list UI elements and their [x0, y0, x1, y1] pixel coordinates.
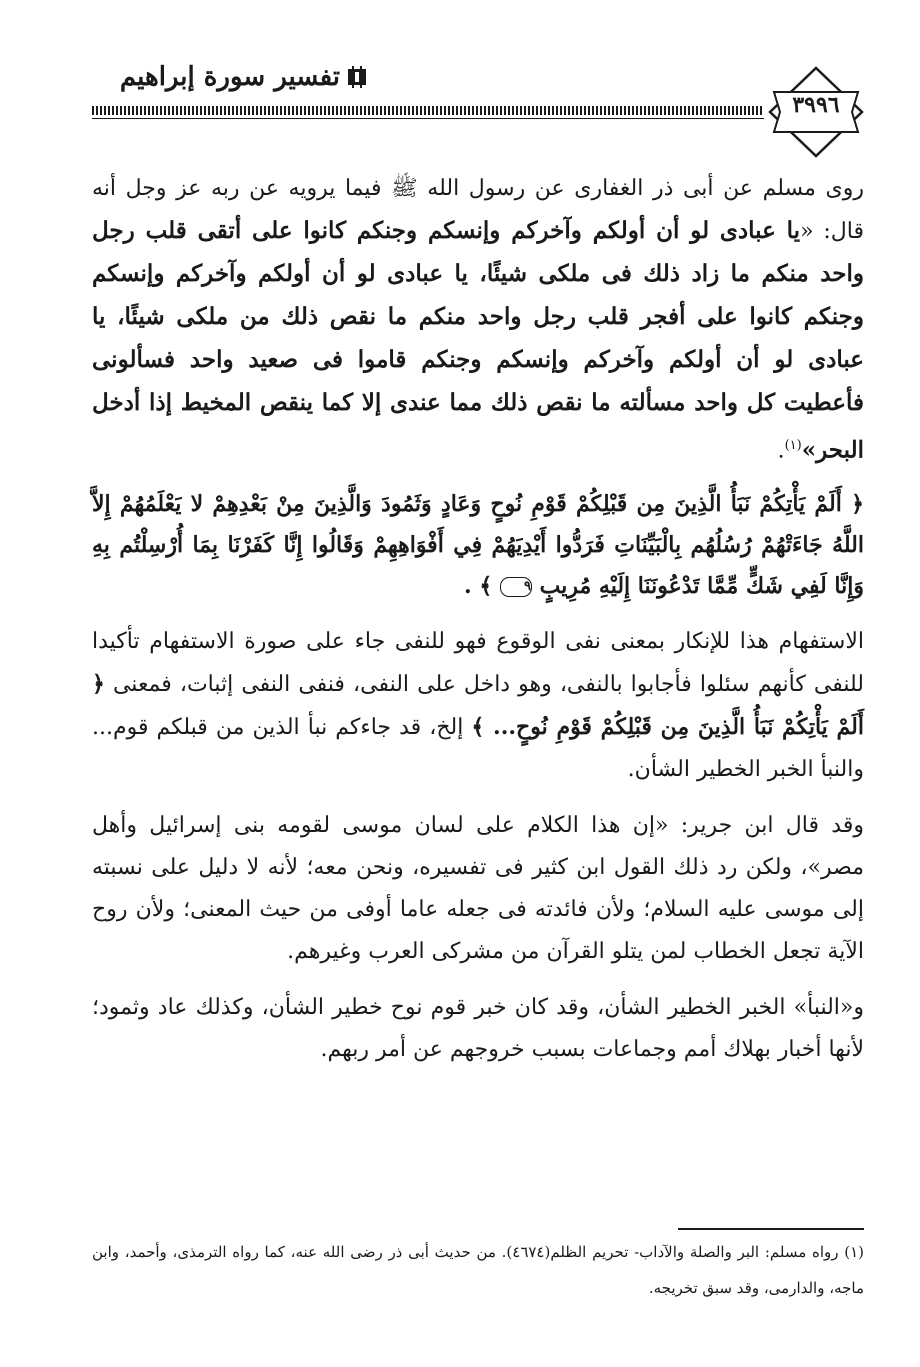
- header-rule: [92, 106, 764, 115]
- verse-open-bracket: ﴿: [851, 491, 864, 518]
- footnote-rule: [678, 1228, 864, 1230]
- hadith-period: .: [777, 438, 785, 464]
- running-title: تفسير سورة إبراهيم: [119, 62, 340, 92]
- hadith-text: يا عبادى لو أن أولكم وآخركم وإنسكم وجنكم كانوا على أتقى قلب رجل واحد منكم ما زاد ذلك فى ملكى شيئًا، يا عبادى لو أن أولكم وآخركم وإنسكم وجنكم كانوا على أفجر قلب رجل واحد منكم ما نقص ذلك من ملكى شيئًا، يا عبادى لو أن أولكم وآخركم وإنسكم وجنكم قاموا فى صعيد واحد فسألونى فأعطيت كل واحد مسألته ما نقص ذلك مما عندى إلا كما ينقص المخيط إذا أدخل البحر: [92, 217, 864, 464]
- page-body: [92, 168, 864, 1071]
- hadith-intro: روى مسلم عن أبى ذر الغفارى عن رسول الله ﷺ فيما يرويه عن ربه عز وجل أنه قال: «: [92, 176, 864, 244]
- commentary-paragraph-1: [92, 621, 864, 791]
- header-rule-thin: [92, 118, 764, 119]
- commentary-text-b: إلخ، قد جاءكم نبأ الذين من قبلكم قوم... والنبأ الخبر الخطير الشأن.: [92, 715, 864, 783]
- commentary-text-a: الاستفهام هذا للإنكار بمعنى نفى الوقوع فهو للنفى جاء على صورة الاستفهام تأكيدا للنفى كأنهم سئلوا فأجابوا بالنفى، وهو داخل على النفى، فنفى النفى إثبات، فمعنى: [92, 629, 864, 698]
- ayah-number: ٩: [500, 577, 532, 597]
- commentary-paragraph-3: و«النبأ» الخبر الخطير الشأن، وقد كان خبر قوم نوح خطير الشأن، وكذلك عاد وثمود؛ لأنها أخبار بهلاك أمم وجماعات بسبب خروجهم عن أمر ربهم.: [92, 995, 864, 1063]
- verse-text: أَلَمْ يَأْتِكُمْ نَبَأُ الَّذِينَ مِن قَبْلِكُمْ قَوْمِ نُوحٍ وَعَادٍ وَثَمُودَ وَالَّذِينَ مِنْ بَعْدِهِمْ لا يَعْلَمُهُمْ إِلاَّ اللَّهُ جَاءَتْهُمْ رُسُلُهُم بِالْبَيِّنَاتِ فَرَدُّوا أَيْدِيَهُمْ فِي أَفْوَاهِهِمْ وَقَالُوا إِنَّا كَفَرْنَا بِمَا أُرْسِلْتُم بِهِ وَإِنَّا لَفِي شَكٍّ مِّمَّا تَدْعُونَنَا إِلَيْهِ مُرِيبٍ: [92, 491, 864, 600]
- page-header: [0, 0, 920, 170]
- verse-close-bracket: ﴾ .: [464, 573, 493, 600]
- hadith-paragraph: [92, 168, 864, 472]
- footnote-reference: (١): [784, 438, 802, 453]
- page-number: ٣٩٩٦: [792, 92, 840, 118]
- commentary-paragraph-2: وقد قال ابن جرير: «إن هذا الكلام على لسان موسى لقومه بنى إسرائيل وأهل مصر»، ولكن رد ذلك القول ابن كثير فى تفسيره، ونحن معه؛ لأنه لا دليل على نسبته إلى موسى عليه السلام؛ ولأن فائدته فى جعله عاما أوفى من حيث المعنى؛ ولأن روح الآية تجعل الخطاب لمن يتلو القرآن من مشركى العرب وغيرهم.: [92, 813, 864, 965]
- quran-verse: [92, 484, 864, 607]
- inline-verse-quote: ﴿ أَلَمْ يَأْتِكُمْ نَبَأُ الَّذِينَ مِن قَبْلِكُمْ قَوْمِ نُوحٍ... ﴾: [92, 671, 864, 741]
- hadith-close-quote: »: [801, 436, 817, 464]
- footnote: [92, 1234, 864, 1306]
- footnote-text: (١) رواه مسلم: البر والصلة والآداب- تحريم الظلم(٤٦٧٤). من حديث أبى ذر رضى الله عنه، كما رواه الترمذى، وأحمد، وابن ماجه، والدارمى، وقد سبق تخريجه.: [92, 1243, 864, 1297]
- ornament-icon: [348, 66, 366, 88]
